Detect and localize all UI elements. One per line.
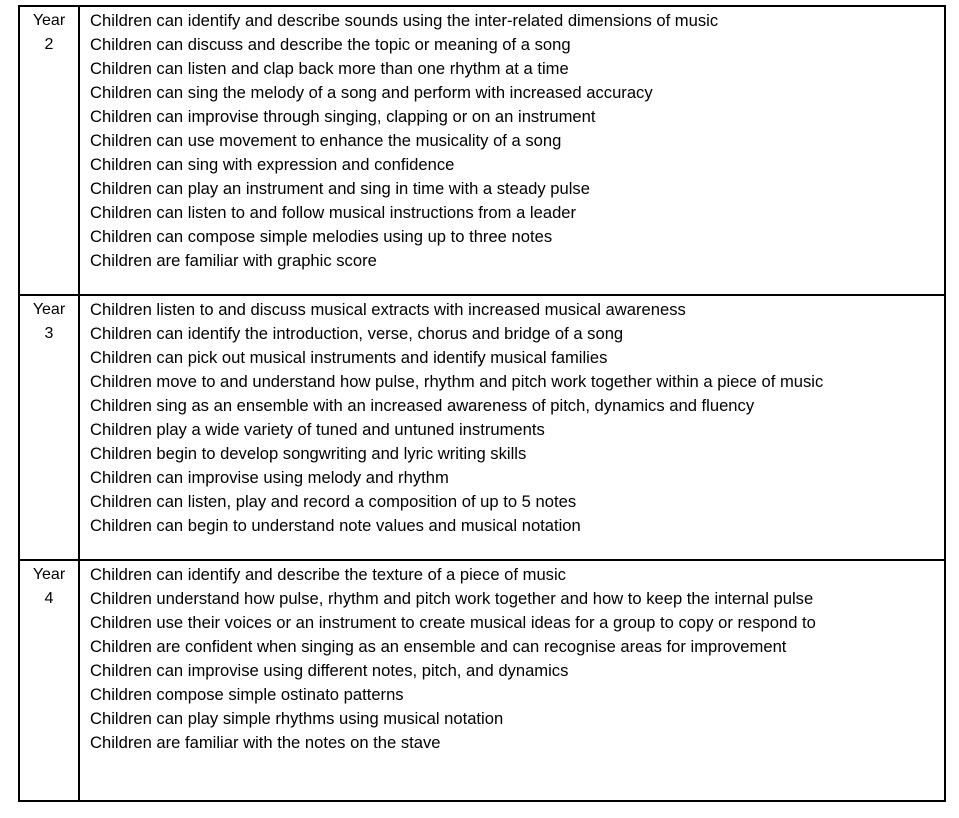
objective-item: Children can play simple rhythms using musical notation (90, 709, 504, 728)
objective-item: Children play a wide variety of tuned and untuned instruments (90, 420, 545, 439)
year-label: Year (32, 566, 66, 583)
year-cell (20, 561, 80, 800)
objective-item: Children can play an instrument and sing in time with a steady pulse (90, 179, 590, 198)
objective-item: Children can discuss and describe the topic or meaning of a song (90, 35, 571, 54)
year-label: Year (32, 12, 66, 29)
objective-item: Children can improvise using melody and rhythm (90, 468, 449, 487)
curriculum-table (18, 5, 946, 802)
objective-item: Children can listen to and follow musical instructions from a leader (90, 203, 577, 222)
objective-item: Children are familiar with graphic score (90, 251, 377, 270)
table-row-year-3 (20, 296, 944, 561)
table-row-year-4 (20, 561, 944, 800)
objective-item: Children compose simple ostinato patterns (90, 685, 404, 704)
year-label: Year (32, 301, 66, 318)
objective-item: Children can pick out musical instruments and identify musical families (90, 348, 608, 367)
year-cell (20, 296, 80, 559)
objective-item: Children can improvise using different notes, pitch, and dynamics (90, 661, 569, 680)
objective-item: Children can use movement to enhance the musicality of a song (90, 131, 562, 150)
objective-item: Children begin to develop songwriting and lyric writing skills (90, 444, 527, 463)
objectives-cell (80, 7, 944, 294)
objective-item: Children can sing with expression and confidence (90, 155, 455, 174)
objective-item: Children can improvise through singing, clapping or on an instrument (90, 107, 596, 126)
objective-item: Children can compose simple melodies using up to three notes (90, 227, 553, 246)
table-row-year-2 (20, 7, 944, 296)
objectives-cell (80, 561, 944, 800)
year-number: 4 (44, 590, 54, 607)
objective-item: Children are familiar with the notes on the stave (90, 733, 441, 752)
objective-item: Children listen to and discuss musical extracts with increased musical awareness (90, 300, 686, 319)
objective-item: Children can identify the introduction, verse, chorus and bridge of a song (90, 324, 624, 343)
year-cell (20, 7, 80, 294)
objectives-cell (80, 296, 944, 559)
objective-item: Children can begin to understand note values and musical notation (90, 516, 581, 535)
objective-item: Children can listen and clap back more than one rhythm at a time (90, 59, 569, 78)
objective-item: Children can listen, play and record a composition of up to 5 notes (90, 492, 577, 511)
year-number: 2 (44, 36, 54, 53)
objective-item: Children can identify and describe sounds using the inter-related dimensions of music (90, 11, 719, 30)
year-number: 3 (44, 325, 54, 342)
objective-item: Children use their voices or an instrument to create musical ideas for a group to copy or respond to (90, 613, 816, 632)
objective-item: Children can identify and describe the texture of a piece of music (90, 565, 566, 584)
objective-item: Children sing as an ensemble with an increased awareness of pitch, dynamics and fluency (90, 396, 755, 415)
objective-item: Children can sing the melody of a song and perform with increased accuracy (90, 83, 653, 102)
objective-item: Children move to and understand how pulse, rhythm and pitch work together within a piece of music (90, 372, 824, 391)
objective-item: Children are confident when singing as an ensemble and can recognise areas for improvement (90, 637, 787, 656)
objective-item: Children understand how pulse, rhythm and pitch work together and how to keep the internal pulse (90, 589, 814, 608)
